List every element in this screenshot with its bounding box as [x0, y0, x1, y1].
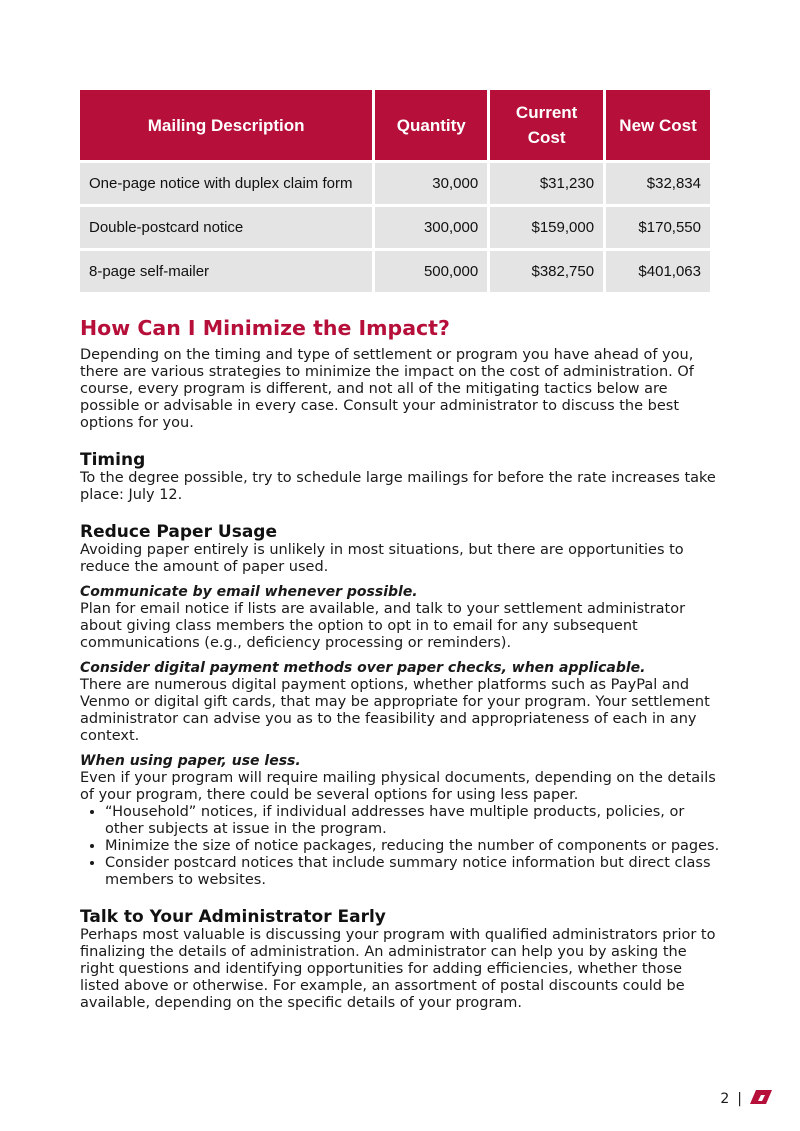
list-item: • Minimize the size of notice packages, reducing the number of components or pages. — [105, 838, 720, 855]
table-row — [80, 163, 710, 204]
less-paper-text: Even if your program will require mailing physical documents, depending on the details of your program, there could be several options for using less paper. — [80, 770, 716, 803]
email-text: Plan for email notice if lists are available, and talk to your settlement administrator about giving class members the option to opt in to email for any subsequent communications (e.g., deficiency processing or reminders). — [80, 601, 686, 651]
timing-heading: Timing — [80, 450, 146, 470]
header-new-cost: New Cost — [606, 90, 710, 160]
reduce-paper-heading: Reduce Paper Usage — [80, 522, 277, 542]
section-title: How Can I Minimize the Impact? — [80, 316, 450, 340]
mailing-cost-table — [77, 87, 713, 295]
list-item: • Consider postcard notices that include summary notice information but direct class members to websites. — [105, 855, 720, 889]
list-item: • “Household” notices, if individual addresses have multiple products, policies, or other subjects at issue in the program. — [105, 804, 720, 838]
timing-text: To the degree possible, try to schedule large mailings for before the rate increases take place: July 12. — [80, 470, 716, 503]
page-footer — [720, 1090, 772, 1108]
header-quantity: Quantity — [375, 90, 487, 160]
cell-quantity: 300,000 — [375, 207, 487, 248]
cell-description: Double-postcard notice — [80, 207, 372, 248]
cell-description: 8-page self-mailer — [80, 251, 372, 292]
table-header-row — [80, 90, 710, 160]
digital-payment-text: There are numerous digital payment options, whether platforms such as PayPal and Venmo or digital gift cards, that may be appropriate for your program. Your settlement administrator can advise you as to the feasibility and appropriateness of each in any context. — [80, 677, 710, 744]
less-paper-subheading: When using paper, use less. — [80, 753, 301, 769]
intro-paragraph: Depending on the timing and type of settlement or program you have ahead of you, there are various strategies to minimize the impact on the cost of administration. Of course, every program is different, and not all of the mitigating tactics below are possible or advisable in every case. Consult your administrator to discuss the best options for you. — [80, 347, 694, 431]
email-subheading: Communicate by email whenever possible. — [80, 584, 418, 600]
cell-quantity: 30,000 — [375, 163, 487, 204]
digital-payment-subheading: Consider digital payment methods over paper checks, when applicable. — [80, 660, 646, 676]
table-row — [80, 251, 710, 292]
page-number: 2 — [720, 1091, 730, 1107]
table-row — [80, 207, 710, 248]
reduce-paper-text: Avoiding paper entirely is unlikely in most situations, but there are opportunities to reduce the amount of paper used. — [80, 542, 684, 575]
cell-new-cost: $32,834 — [606, 163, 710, 204]
footer-separator: | — [737, 1091, 742, 1107]
talk-admin-heading: Talk to Your Administrator Early — [80, 907, 386, 927]
red-slash-logo-icon — [750, 1090, 772, 1108]
cell-description: One-page notice with duplex claim form — [80, 163, 372, 204]
cell-new-cost: $170,550 — [606, 207, 710, 248]
cell-current-cost: $159,000 — [490, 207, 603, 248]
talk-admin-section — [80, 907, 720, 1012]
header-mailing-description: Mailing Description — [80, 90, 372, 160]
reduce-paper-section — [80, 522, 720, 889]
cell-new-cost: $401,063 — [606, 251, 710, 292]
cell-current-cost: $382,750 — [490, 251, 603, 292]
cell-current-cost: $31,230 — [490, 163, 603, 204]
header-current-cost: Current Cost — [490, 90, 603, 160]
cell-quantity: 500,000 — [375, 251, 487, 292]
timing-section — [80, 450, 720, 504]
article-body — [80, 315, 720, 1012]
talk-admin-text: Perhaps most valuable is discussing your program with qualified administrators prior to finalizing the details of administration. An administrator can help you by asking the right questions and identifying opportunities for adding efficiencies, whether those listed above or otherwise. For example, an assortment of postal discounts could be available, depending on the specific details of your program. — [80, 927, 716, 1011]
less-paper-list — [80, 804, 720, 889]
